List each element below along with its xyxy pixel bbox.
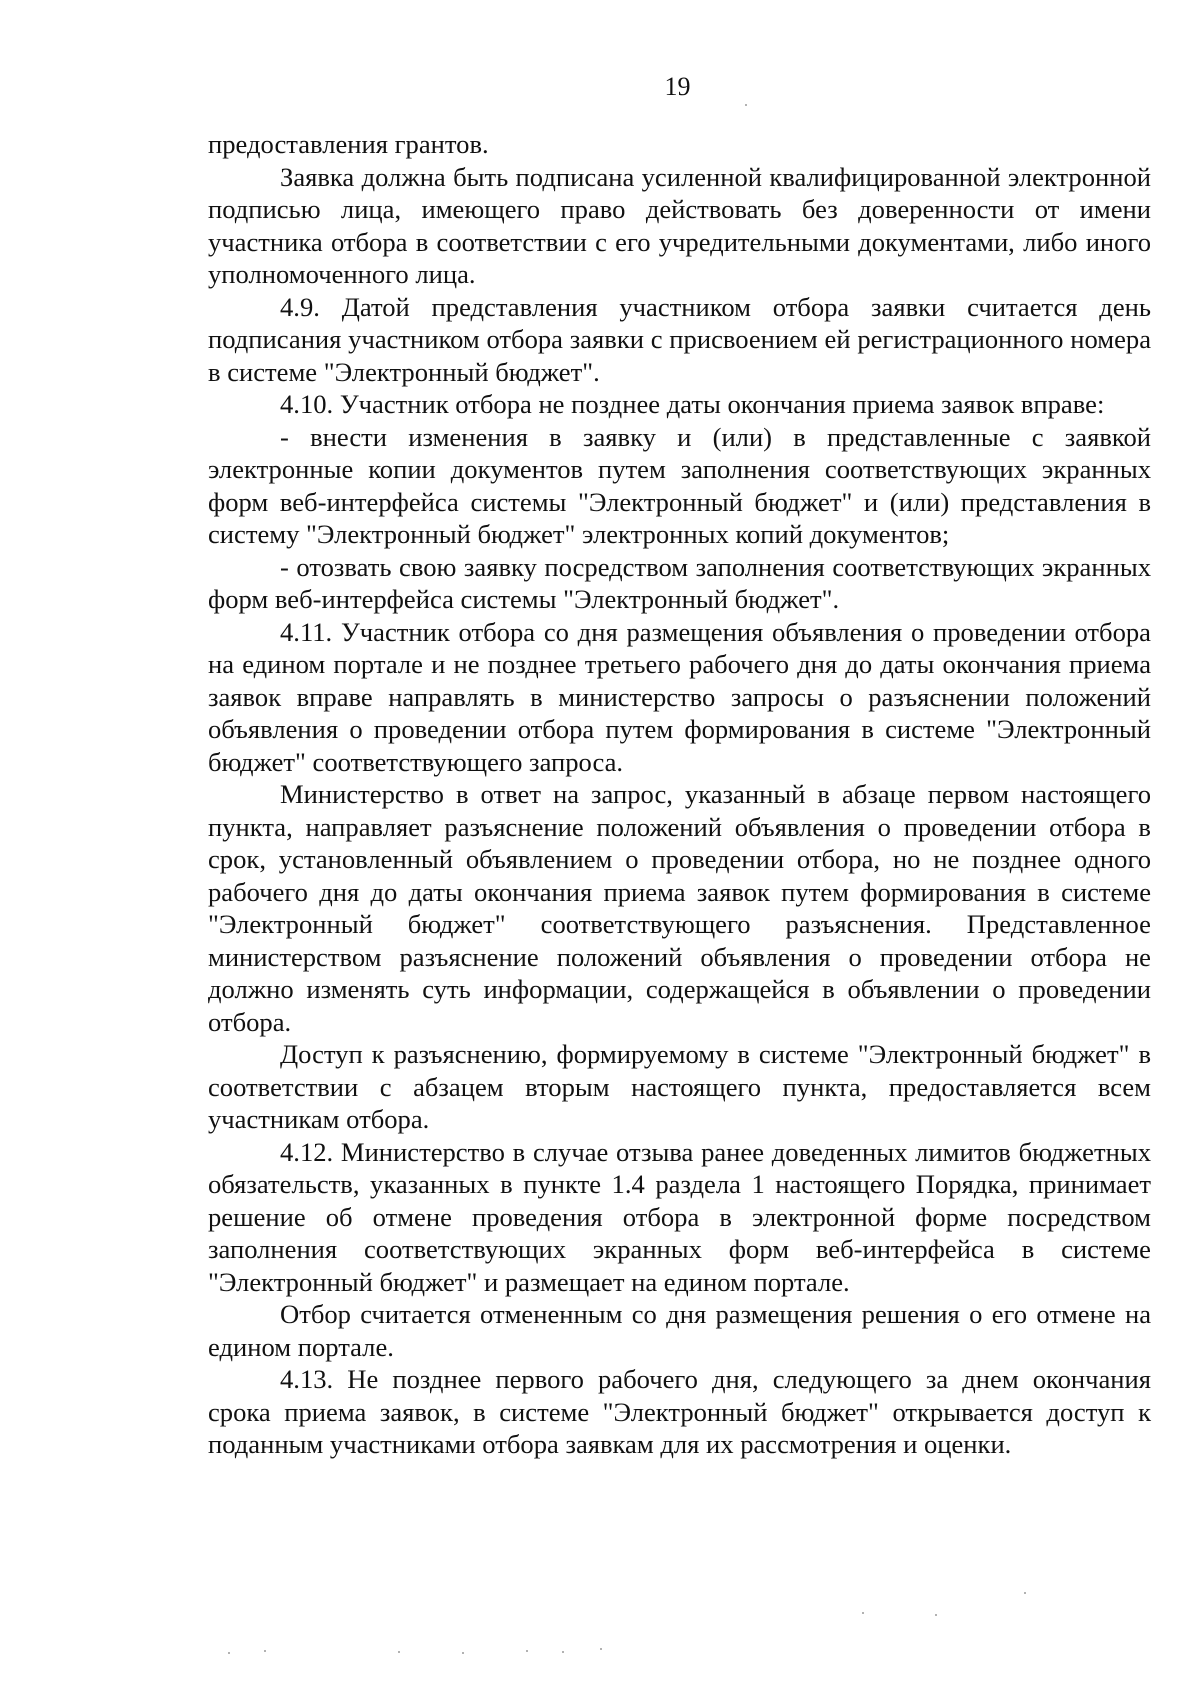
paragraph-12: 4.13. Не позднее первого рабочего дня, следующего за днем окончания срока приема заявок, в системе "Электронный бюджет" открывается доступ к поданным участниками отбора заявкам для их рассмотрения и оценки. [208, 1364, 1151, 1459]
page-number: 19 [664, 72, 691, 101]
paragraph-6: - отозвать свою заявку посредством заполнения соответствующих экранных форм веб-интерфейса системы "Электронный бюджет". [208, 551, 1151, 614]
scan-speck [398, 1651, 400, 1653]
scan-speck [600, 1648, 602, 1650]
scan-speck [228, 1652, 230, 1654]
paragraph-3: 4.9. Датой представления участником отбора заявки считается день подписания участником отбора заявки с присвоением ей регистрационного номера в системе "Электронный бюджет". [208, 291, 1151, 387]
document-body [208, 128, 1151, 1461]
scan-speck [745, 104, 747, 106]
paragraph-11: Отбор считается отмененным со дня размещения решения о его отмене на едином портале. [208, 1299, 1151, 1362]
scan-speck [862, 1612, 864, 1614]
scan-speck [526, 1650, 528, 1652]
paragraph-9: Доступ к разъяснению, формируемому в системе "Электронный бюджет" в соответствии с абзацем вторым настоящего пункта, предоставляется всем участникам отбора. [208, 1039, 1151, 1134]
scan-speck [264, 1650, 266, 1652]
paragraph-8: Министерство в ответ на запрос, указанный в абзаце первом настоящего пункта, направляет разъяснение положений объявления о проведении отбора в срок, установленный объявлением о проведении отбора, но не позднее одного рабочего дня до даты окончания приема заявок путем формирования в системе "Электронный бюджет" соответствующего разъяснения. Представленное министерством разъяснение положений объявления о проведении отбора не должно изменять суть информации, содержащейся в объявлении о проведении отбора. [208, 779, 1151, 1037]
scan-speck [562, 1651, 564, 1653]
paragraph-10: 4.12. Министерство в случае отзыва ранее доведенных лимитов бюджетных обязательств, указанных в пункте 1.4 раздела 1 настоящего Порядка, принимает решение об отмене проведения отбора в электронной форме посредством заполнения соответствующих экранных форм веб-интерфейса в системе "Электронный бюджет" и размещает на едином портале. [208, 1136, 1151, 1297]
scan-speck [1024, 1592, 1026, 1594]
paragraph-5: - внести изменения в заявку и (или) в представленные с заявкой электронные копии документов путем заполнения соответствующих экранных форм веб-интерфейса системы "Электронный бюджет" и (или) представления в систему "Электронный бюджет" электронных копий документов; [208, 421, 1151, 549]
paragraph-4: 4.10. Участник отбора не позднее даты окончания приема заявок вправе: [280, 389, 1105, 419]
paragraph-2: Заявка должна быть подписана усиленной квалифицированной электронной подписью лица, имеющего право действовать без доверенности от имени участника отбора в соответствии с его учредительными документами, либо иного уполномоченного лица. [208, 161, 1151, 289]
scan-speck [935, 1614, 937, 1616]
scan-speck [462, 1652, 464, 1654]
paragraph-7: 4.11. Участник отбора со дня размещения объявления о проведении отбора на едином портале и не позднее третьего рабочего дня до даты окончания приема заявок вправе направлять в министерство запросы о разъяснении положений объявления о проведении отбора путем формирования в системе "Электронный бюджет" соответствующего запроса. [208, 616, 1151, 777]
paragraph-1: предоставления грантов. [208, 129, 489, 159]
